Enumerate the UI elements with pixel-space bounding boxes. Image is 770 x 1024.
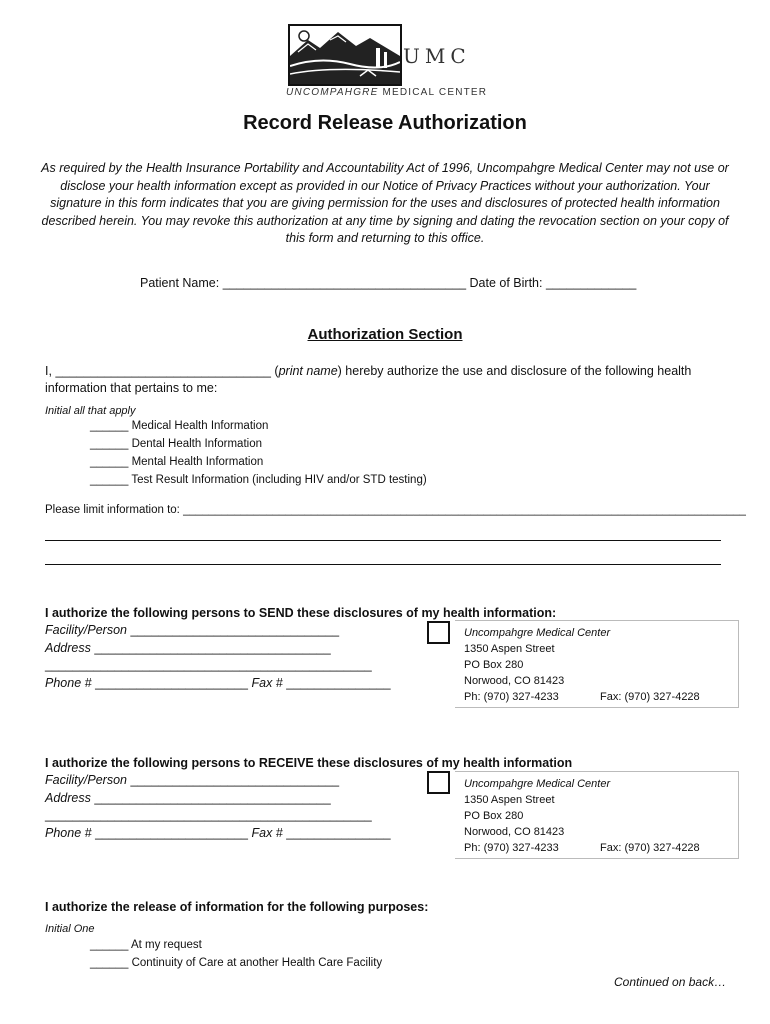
receive-address-row-2 bbox=[45, 808, 372, 822]
send-umc-city: Norwood, CO 81423 bbox=[464, 675, 565, 687]
send-facility-label: Facility/Person bbox=[45, 623, 127, 637]
initial-one-instruction: Initial One bbox=[45, 923, 95, 935]
receive-phone-fax-row bbox=[45, 826, 391, 840]
receive-umc-street: 1350 Aspen Street bbox=[464, 794, 555, 806]
send-heading: I authorize the following persons to SEND these disclosures of my health information: bbox=[45, 606, 557, 620]
info-item-label: Test Result Information (including HIV and/or STD testing) bbox=[131, 474, 427, 486]
receive-facility-row bbox=[45, 773, 339, 787]
send-umc-fax: Fax: (970) 327-4228 bbox=[600, 691, 700, 703]
i-label: I, bbox=[45, 364, 52, 378]
statement-text: hereby authorize the use and disclosure of the following health bbox=[345, 364, 692, 378]
send-address-label: Address bbox=[45, 641, 91, 655]
receive-address-field[interactable]: __________________________________ bbox=[94, 791, 331, 805]
receive-umc-fax: Fax: (970) 327-4228 bbox=[600, 842, 700, 854]
receive-phone-field[interactable]: ______________________ bbox=[95, 826, 249, 840]
send-umc-phone: Ph: (970) 327-4233 bbox=[464, 691, 559, 703]
mountain-landscape-icon bbox=[290, 26, 400, 84]
send-umc-po: PO Box 280 bbox=[464, 659, 524, 671]
dob-label: Date of Birth: bbox=[469, 276, 543, 290]
receive-umc-phone: Ph: (970) 327-4233 bbox=[464, 842, 559, 854]
authorization-section-title: Authorization Section bbox=[307, 326, 463, 343]
initial-field[interactable]: ______ bbox=[90, 939, 129, 951]
logo-graphic bbox=[288, 24, 402, 86]
purpose-item-continuity bbox=[90, 957, 382, 969]
org-name-part-a: UNCOMPAHGRE bbox=[286, 87, 379, 98]
send-phone-label: Phone # bbox=[45, 676, 92, 690]
print-name-hint: print name bbox=[278, 364, 338, 378]
purpose-item-label: At my request bbox=[130, 939, 202, 951]
receive-heading: I authorize the following persons to RECEIVE these disclosures of my health information bbox=[45, 756, 573, 770]
receive-umc-po: PO Box 280 bbox=[464, 810, 524, 822]
send-umc-checkbox[interactable] bbox=[427, 621, 450, 644]
send-fax-field[interactable]: _______________ bbox=[286, 676, 391, 690]
statement-line-2: information that pertains to me: bbox=[45, 381, 218, 395]
receive-umc-name: Uncompahgre Medical Center bbox=[464, 778, 611, 790]
send-phone-fax-row bbox=[45, 676, 391, 690]
send-umc-name: Uncompahgre Medical Center bbox=[464, 627, 611, 639]
receive-facility-field[interactable]: ______________________________ bbox=[130, 773, 340, 787]
intro-paragraph: As required by the Health Insurance Portability and Accountability Act of 1996, Uncompahgre Medical Center may not use or disclose your health information except as provided in our Notice of Privacy Practices without your authorization. Your signature in this form indicates that you are giving permission for the uses and disclosures of protected health information described herein. You may revoke this authorization at any time by signing and dating the revocation section on your copy of this form and returning to this office. bbox=[41, 161, 729, 245]
limit-line-2[interactable] bbox=[45, 540, 721, 541]
receive-fax-label: Fax # bbox=[251, 826, 283, 840]
info-item-test-result bbox=[90, 474, 427, 486]
send-facility-field[interactable]: ______________________________ bbox=[130, 623, 340, 637]
patient-name-label: Patient Name: bbox=[140, 276, 220, 290]
purposes-heading: I authorize the release of information for the following purposes: bbox=[45, 900, 429, 914]
receive-address-field-2[interactable]: _______________________________________________ bbox=[45, 808, 372, 822]
limit-line-3[interactable] bbox=[45, 564, 721, 565]
info-item-label: Medical Health Information bbox=[131, 420, 269, 432]
send-umc-street: 1350 Aspen Street bbox=[464, 643, 555, 655]
send-address-row bbox=[45, 641, 331, 655]
receive-phone-label: Phone # bbox=[45, 826, 92, 840]
initial-field[interactable]: ______ bbox=[90, 957, 129, 969]
logo-text: UMC bbox=[403, 44, 471, 68]
limit-field[interactable]: ________________________________________________________________________________________ bbox=[183, 504, 746, 516]
info-item-mental bbox=[90, 456, 263, 468]
receive-facility-label: Facility/Person bbox=[45, 773, 127, 787]
dob-field[interactable]: _____________ bbox=[545, 276, 637, 290]
receive-umc-address-box bbox=[455, 771, 739, 859]
receive-fax-field[interactable]: _______________ bbox=[286, 826, 391, 840]
authorization-statement: I, _______________________________ (print name) hereby authorize the use and disclosure of the following health bbox=[45, 364, 692, 378]
org-name-part-b: MEDICAL CENTER bbox=[382, 87, 488, 98]
receive-address-label: Address bbox=[45, 791, 91, 805]
info-item-label: Mental Health Information bbox=[131, 456, 264, 468]
receive-umc-checkbox[interactable] bbox=[427, 771, 450, 794]
info-item-medical bbox=[90, 420, 268, 432]
initial-field[interactable]: ______ bbox=[90, 420, 129, 432]
organization-name bbox=[286, 87, 487, 98]
send-phone-field[interactable]: ______________________ bbox=[95, 676, 249, 690]
initial-field[interactable]: ______ bbox=[90, 474, 129, 486]
info-item-label: Dental Health Information bbox=[131, 438, 262, 450]
initial-field[interactable]: ______ bbox=[90, 456, 129, 468]
info-item-dental bbox=[90, 438, 262, 450]
send-address-row-2 bbox=[45, 658, 372, 672]
initial-field[interactable]: ______ bbox=[90, 438, 129, 450]
initial-all-instruction: Initial all that apply bbox=[45, 405, 136, 417]
patient-info-line bbox=[140, 276, 636, 290]
send-address-field-2[interactable]: _______________________________________________ bbox=[45, 658, 372, 672]
form-title: Record Release Authorization bbox=[243, 112, 527, 134]
patient-name-field[interactable]: ___________________________________ bbox=[222, 276, 467, 290]
limit-label: Please limit information to: bbox=[45, 504, 180, 516]
send-fax-label: Fax # bbox=[251, 676, 283, 690]
purpose-item-label: Continuity of Care at another Health Care Facility bbox=[131, 957, 383, 969]
receive-umc-city: Norwood, CO 81423 bbox=[464, 826, 565, 838]
limit-information-line bbox=[45, 504, 746, 516]
receive-address-row bbox=[45, 791, 331, 805]
send-address-field[interactable]: __________________________________ bbox=[94, 641, 331, 655]
purpose-item-request bbox=[90, 939, 202, 951]
send-umc-address-box bbox=[455, 620, 739, 708]
print-name-field[interactable]: _______________________________ bbox=[55, 364, 271, 378]
send-facility-row bbox=[45, 623, 339, 637]
continued-note: Continued on back… bbox=[614, 975, 727, 989]
